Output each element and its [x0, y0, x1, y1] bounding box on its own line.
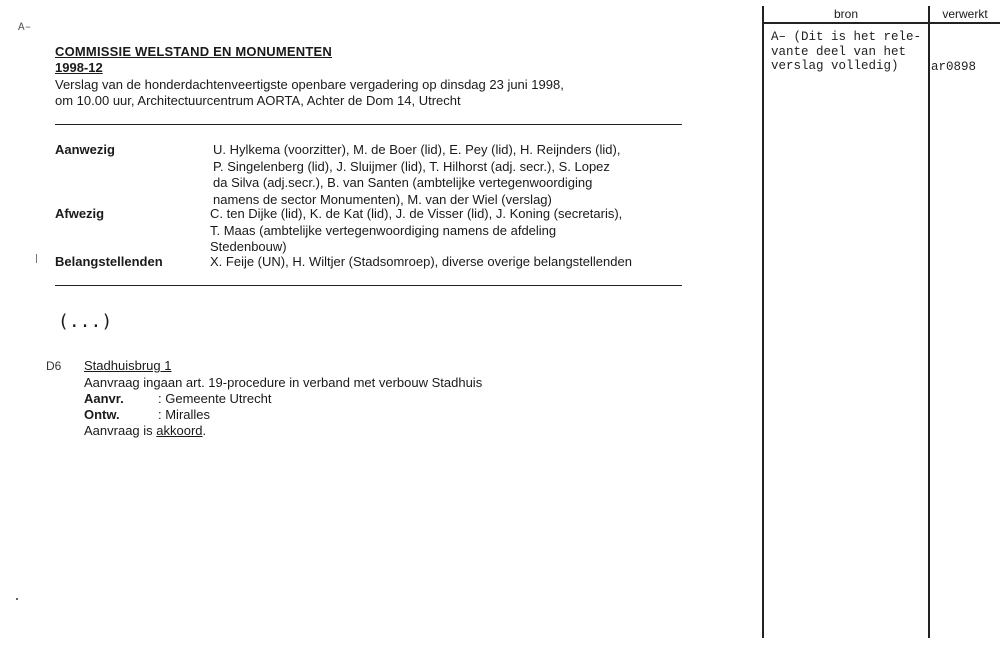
- omission-marker: (...): [58, 311, 113, 332]
- absent-label: Afwezig: [55, 206, 105, 221]
- designer-value: : Miralles: [158, 407, 211, 422]
- margin-mark: A–: [18, 22, 32, 34]
- header-processed: verwerkt: [942, 7, 988, 21]
- present-label: Aanwezig: [55, 142, 115, 157]
- applicant-value: : Gemeente Utrecht: [158, 391, 272, 406]
- item-number: D6: [46, 359, 62, 373]
- document-subtitle-line-2: om 10.00 uur, Architectuurcentrum AORTA, Achter de Dom 14, Utrecht: [55, 93, 461, 108]
- document-subtitle-line-1: Verslag van de honderdachtenveertigste openbare vergadering op dinsdag 23 juni 1998,: [55, 77, 564, 92]
- absent-list: [210, 206, 622, 256]
- header-source: bron: [833, 7, 859, 21]
- applicant-label: Aanvr.: [84, 391, 124, 406]
- absent-line: T. Maas (ambtelijke vertegenwoordiging namens de afdeling: [210, 222, 557, 238]
- present-list: [213, 142, 620, 208]
- present-line: namens de sector Monumenten), M. van der Wiel (verslag): [213, 191, 552, 207]
- source-note: A– (Dit is het rele- vante deel van het verslag volledig): [771, 30, 922, 73]
- divider-top: [55, 124, 682, 125]
- present-line: da Silva (adj.secr.), B. van Santen (ambtelijke vertegenwoordiging: [213, 175, 593, 190]
- column-divider-left: [762, 6, 764, 638]
- margin-tick: [36, 254, 37, 263]
- present-line: U. Hylkema (voorzitter), M. de Boer (lid), E. Pey (lid), H. Reijnders (lid),: [213, 142, 621, 157]
- decision-value: akkoord: [156, 423, 203, 438]
- processed-ref: ar0898: [931, 60, 977, 74]
- stakeholders-text: X. Feije (UN), H. Wiltjer (Stadsomroep), diverse overige belangstellenden: [210, 254, 632, 269]
- decision-prefix: Aanvraag is: [84, 423, 157, 438]
- present-line: P. Singelenberg (lid), J. Sluijmer (lid), T. Hilhorst (adj. secr.), S. Lopez: [213, 158, 610, 174]
- document-code: 1998-12: [55, 60, 103, 75]
- absent-line: Stedenbouw): [210, 239, 287, 254]
- column-divider-right: [928, 6, 930, 638]
- item-title: Stadhuisbrug 1: [84, 358, 172, 373]
- item-description: Aanvraag ingaan art. 19-procedure in verband met verbouw Stadhuis: [84, 375, 483, 390]
- divider-bottom: [55, 285, 682, 286]
- designer-label: Ontw.: [84, 407, 120, 422]
- decision-line: [84, 423, 206, 438]
- stakeholders-label: Belangstellenden: [55, 254, 163, 269]
- column-header-rule: [762, 22, 1000, 24]
- decision-suffix: .: [202, 423, 207, 438]
- document-title: COMMISSIE WELSTAND EN MONUMENTEN: [55, 44, 332, 59]
- absent-line: C. ten Dijke (lid), K. de Kat (lid), J. de Visser (lid), J. Koning (secretaris),: [210, 206, 623, 221]
- margin-dot: [16, 598, 18, 600]
